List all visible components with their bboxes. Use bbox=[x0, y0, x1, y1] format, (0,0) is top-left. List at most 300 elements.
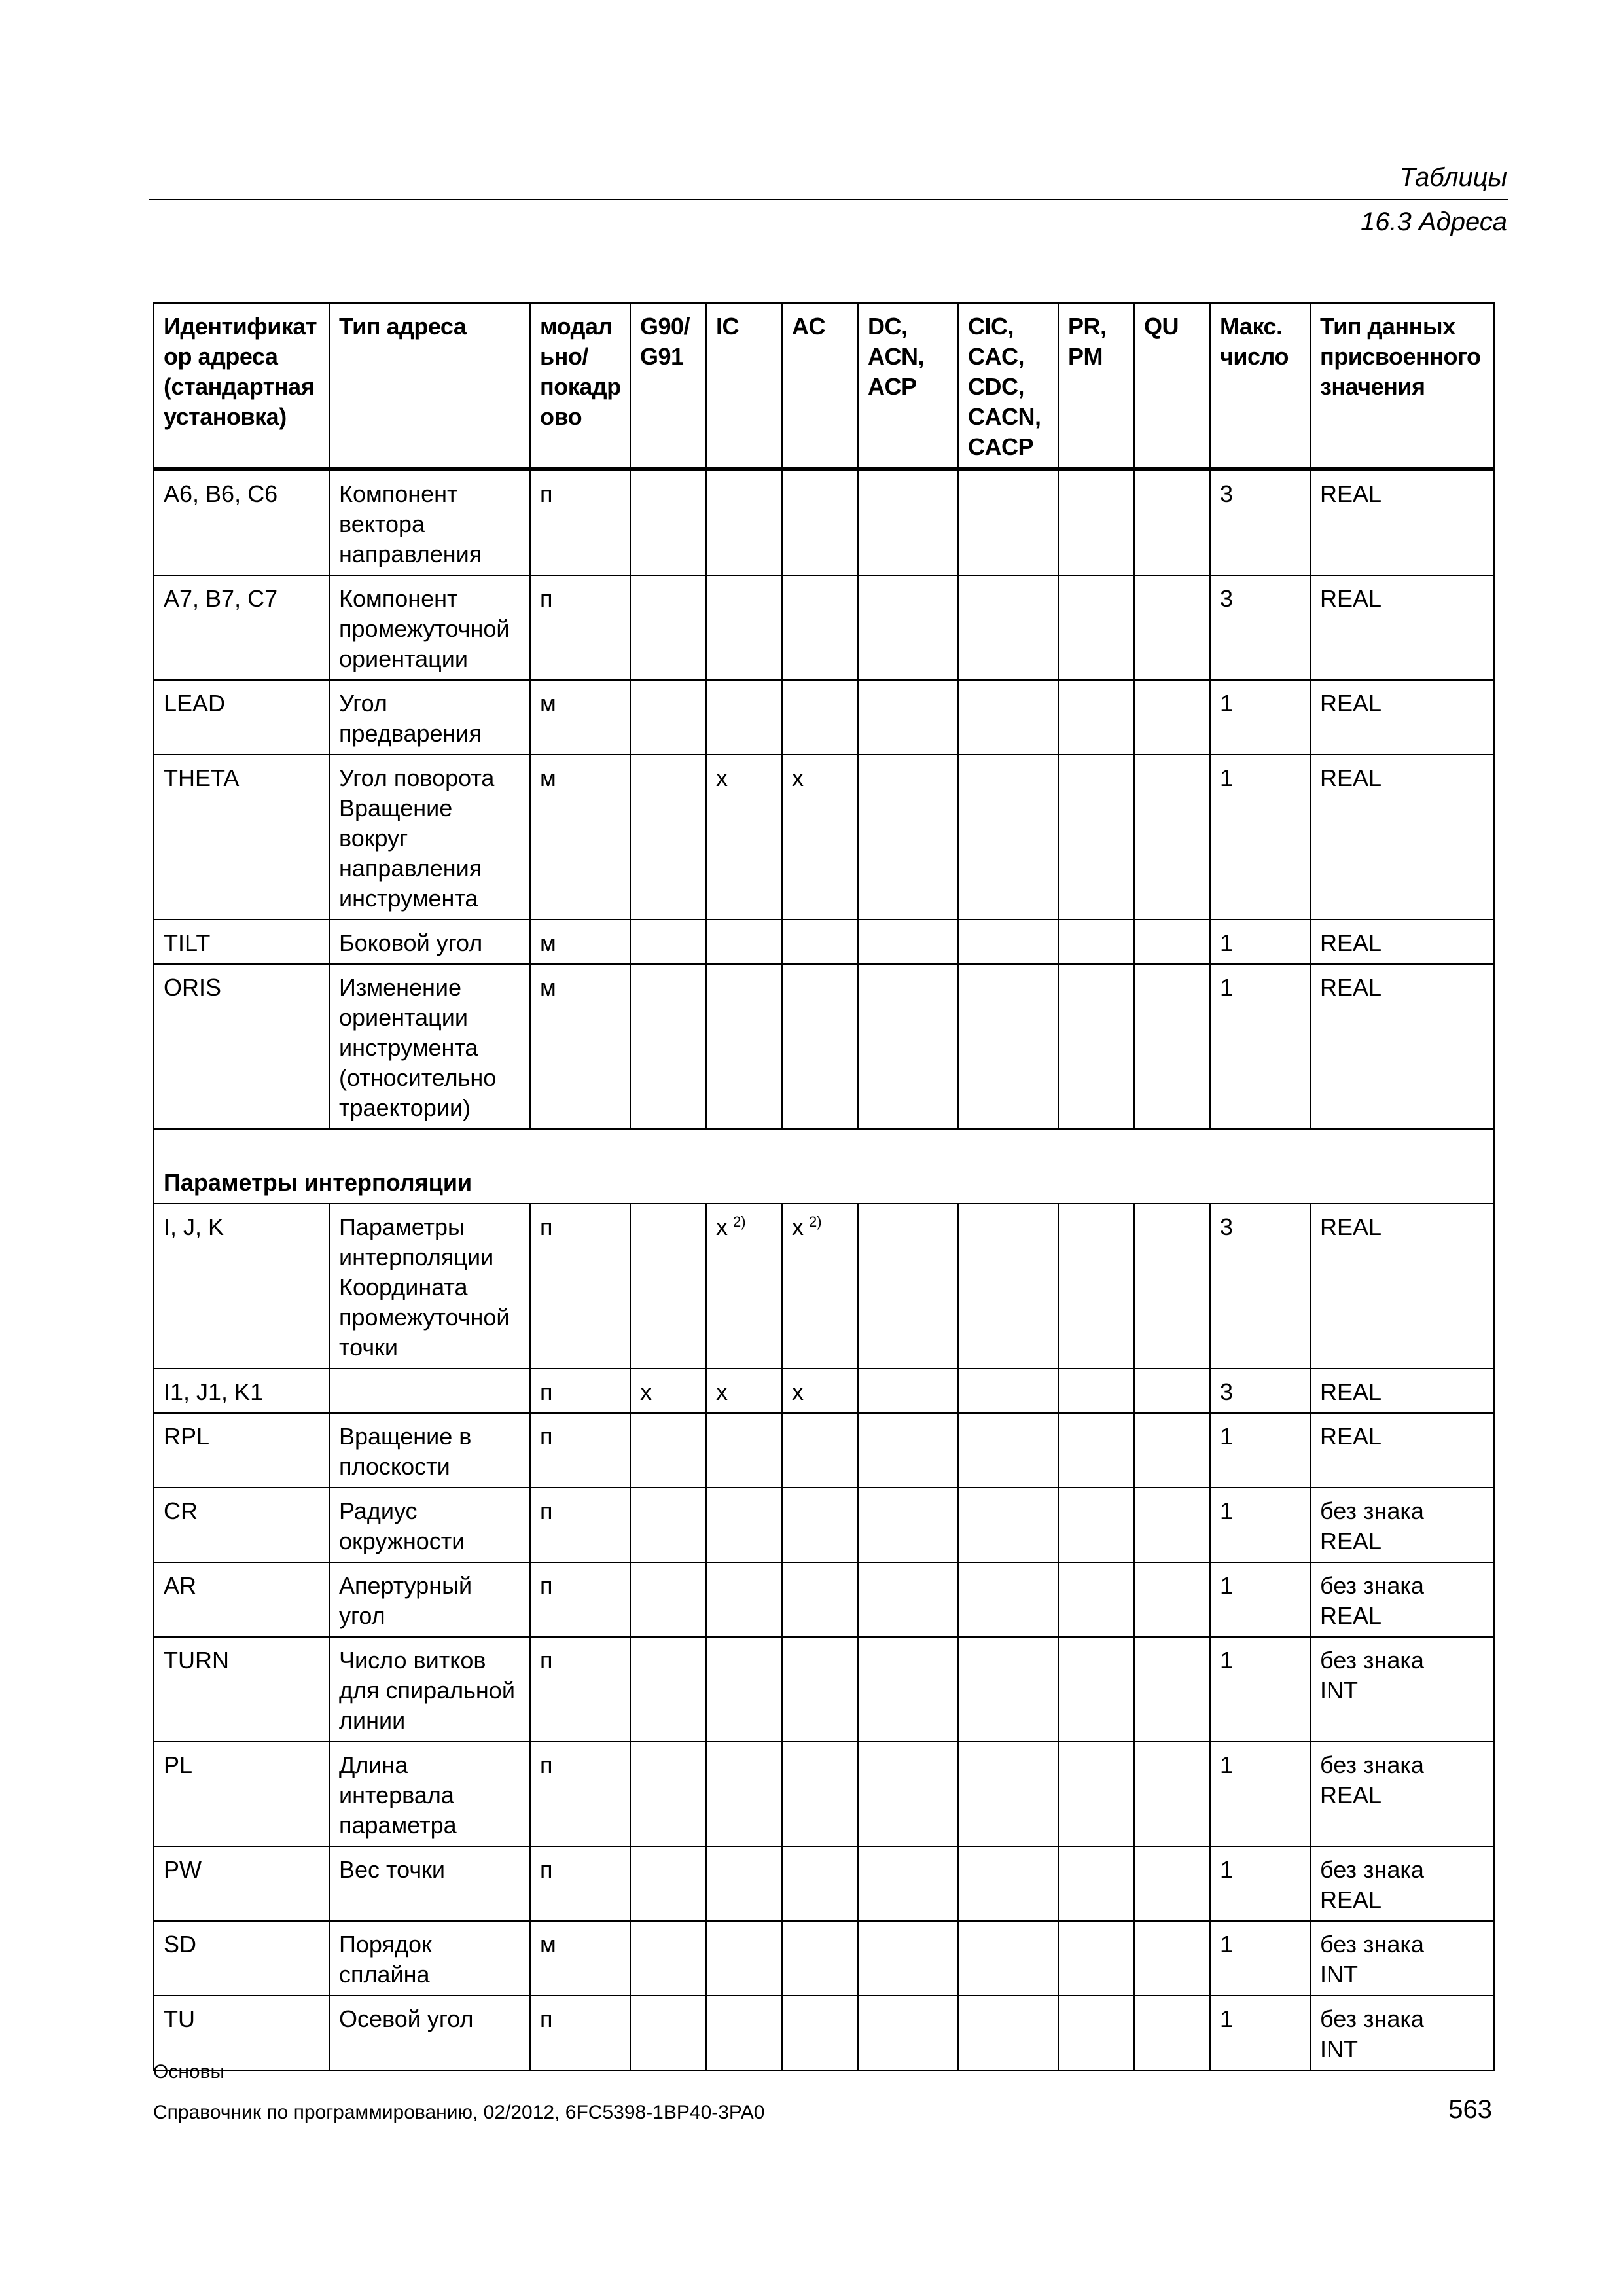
cell-data-type bbox=[1310, 469, 1494, 575]
cell-data-type bbox=[1310, 1204, 1494, 1369]
cell-g90-g91 bbox=[630, 1488, 706, 1562]
cell-ic bbox=[706, 1562, 782, 1637]
cell-g90-g91 bbox=[630, 1204, 706, 1369]
cell-address-id bbox=[154, 1846, 329, 1921]
cell-pr-pm bbox=[1058, 1204, 1134, 1369]
cell-address-type bbox=[329, 1996, 530, 2070]
cell-data-type-text: REAL bbox=[1320, 929, 1382, 956]
cell-g90-g91 bbox=[630, 1846, 706, 1921]
cell-pr-pm bbox=[1058, 575, 1134, 680]
cell-data-type-text: REAL bbox=[1320, 690, 1382, 717]
cell-address-id-text: CR bbox=[164, 1498, 198, 1524]
table-section bbox=[154, 1129, 1494, 1204]
cell-modal-text: п bbox=[540, 1213, 553, 1240]
cell-address-type-text: Порядок сплайна bbox=[339, 1931, 432, 1988]
cell-modal bbox=[530, 680, 630, 755]
cell-dc bbox=[858, 680, 958, 755]
cell-max bbox=[1210, 964, 1310, 1129]
cell-modal bbox=[530, 469, 630, 575]
section-label: Параметры интерполяции bbox=[154, 1129, 1494, 1204]
cell-modal bbox=[530, 1742, 630, 1846]
col-header-ic: IC bbox=[706, 303, 782, 469]
cell-g90-g91 bbox=[630, 755, 706, 920]
cell-modal bbox=[530, 1921, 630, 1996]
cell-max-text: 1 bbox=[1220, 764, 1234, 791]
cell-address-id bbox=[154, 1413, 329, 1488]
cell-modal-text: п bbox=[540, 585, 553, 612]
cell-max bbox=[1210, 1413, 1310, 1488]
cell-max bbox=[1210, 1637, 1310, 1742]
table-row bbox=[154, 1369, 1494, 1413]
cell-max-text: 1 bbox=[1220, 1856, 1234, 1883]
cell-ac-text: x bbox=[792, 764, 804, 791]
cell-max-text: 1 bbox=[1220, 1931, 1234, 1958]
cell-address-id-text: AR bbox=[164, 1572, 197, 1599]
table-row bbox=[154, 1413, 1494, 1488]
cell-ac bbox=[782, 1921, 858, 1996]
cell-address-id bbox=[154, 1637, 329, 1742]
col-header-qu: QU bbox=[1134, 303, 1210, 469]
cell-qu bbox=[1134, 1846, 1210, 1921]
cell-address-id-text: RPL bbox=[164, 1423, 210, 1450]
cell-modal bbox=[530, 964, 630, 1129]
cell-ac bbox=[782, 1637, 858, 1742]
cell-address-type bbox=[329, 1637, 530, 1742]
cell-max-text: 1 bbox=[1220, 929, 1234, 956]
cell-dc bbox=[858, 964, 958, 1129]
header-subtitle: 16.3 Адреса bbox=[1360, 207, 1507, 236]
col-header-address-type: Тип адреса bbox=[329, 303, 530, 469]
col-header-cic: CIC, CAC, CDC, CACN, CACP bbox=[958, 303, 1058, 469]
cell-ac bbox=[782, 1488, 858, 1562]
cell-g90-g91 bbox=[630, 1413, 706, 1488]
cell-modal-text: п bbox=[540, 1572, 553, 1599]
cell-cic bbox=[958, 1637, 1058, 1742]
cell-address-type bbox=[329, 755, 530, 920]
cell-dc bbox=[858, 1413, 958, 1488]
cell-max bbox=[1210, 1562, 1310, 1637]
header-title: Таблицы bbox=[1399, 163, 1507, 192]
cell-address-id-text: TURN bbox=[164, 1647, 229, 1674]
cell-address-type-text: Компонент промежуточной ориентации bbox=[339, 585, 510, 672]
cell-modal-text: п bbox=[540, 1378, 553, 1405]
address-table bbox=[153, 302, 1495, 2071]
cell-pr-pm bbox=[1058, 1413, 1134, 1488]
cell-modal-text: п bbox=[540, 480, 553, 507]
cell-address-id-text: LEAD bbox=[164, 690, 226, 717]
cell-address-type bbox=[329, 680, 530, 755]
table-body-top bbox=[154, 469, 1494, 1129]
cell-g90-g91 bbox=[630, 1562, 706, 1637]
section-row bbox=[154, 1129, 1494, 1204]
cell-qu bbox=[1134, 964, 1210, 1129]
cell-modal-text: п bbox=[540, 1647, 553, 1674]
cell-dc bbox=[858, 575, 958, 680]
cell-cic bbox=[958, 1369, 1058, 1413]
cell-max-text: 3 bbox=[1220, 585, 1234, 612]
cell-modal-text: п bbox=[540, 1498, 553, 1524]
table-row bbox=[154, 469, 1494, 575]
cell-data-type-text: REAL bbox=[1320, 480, 1382, 507]
cell-qu bbox=[1134, 755, 1210, 920]
cell-ac bbox=[782, 920, 858, 964]
cell-dc bbox=[858, 469, 958, 575]
cell-ic bbox=[706, 1488, 782, 1562]
cell-ic bbox=[706, 1637, 782, 1742]
cell-pr-pm bbox=[1058, 1996, 1134, 2070]
cell-qu bbox=[1134, 469, 1210, 575]
footer-label: Основы bbox=[153, 2061, 225, 2083]
cell-pr-pm bbox=[1058, 680, 1134, 755]
cell-address-type bbox=[329, 1562, 530, 1637]
cell-modal-text: п bbox=[540, 1423, 553, 1450]
cell-max bbox=[1210, 1996, 1310, 2070]
cell-max-text: 1 bbox=[1220, 1572, 1234, 1599]
cell-address-type bbox=[329, 1369, 530, 1413]
cell-pr-pm bbox=[1058, 1846, 1134, 1921]
page-number: 563 bbox=[1448, 2095, 1492, 2124]
cell-modal bbox=[530, 920, 630, 964]
cell-pr-pm bbox=[1058, 1742, 1134, 1846]
cell-data-type-text: REAL bbox=[1320, 1213, 1382, 1240]
table-row bbox=[154, 920, 1494, 964]
cell-data-type bbox=[1310, 1921, 1494, 1996]
cell-ac bbox=[782, 964, 858, 1129]
cell-data-type-text: без знака REAL bbox=[1320, 1751, 1424, 1808]
cell-address-type bbox=[329, 1846, 530, 1921]
cell-modal bbox=[530, 755, 630, 920]
cell-data-type bbox=[1310, 964, 1494, 1129]
cell-max-text: 1 bbox=[1220, 1647, 1234, 1674]
cell-dc bbox=[858, 1562, 958, 1637]
cell-qu bbox=[1134, 1369, 1210, 1413]
cell-data-type bbox=[1310, 680, 1494, 755]
cell-dc bbox=[858, 1637, 958, 1742]
cell-ac bbox=[782, 1562, 858, 1637]
cell-ic-text: x bbox=[716, 1213, 728, 1240]
table-row bbox=[154, 1846, 1494, 1921]
cell-address-type-text: Изменение ориентации инструмента (относительно траектории) bbox=[339, 974, 497, 1121]
cell-ic bbox=[706, 1996, 782, 2070]
cell-address-type bbox=[329, 575, 530, 680]
cell-modal bbox=[530, 575, 630, 680]
cell-modal-text: м bbox=[540, 764, 556, 791]
cell-address-id-text: A7, B7, C7 bbox=[164, 585, 278, 612]
cell-qu bbox=[1134, 1637, 1210, 1742]
cell-address-id bbox=[154, 755, 329, 920]
cell-max bbox=[1210, 1742, 1310, 1846]
cell-data-type bbox=[1310, 1996, 1494, 2070]
cell-address-id-text: ORIS bbox=[164, 974, 222, 1001]
col-header-modal: модал ьно/ покадр ово bbox=[530, 303, 630, 469]
cell-g90-g91 bbox=[630, 1369, 706, 1413]
col-header-max: Макс. число bbox=[1210, 303, 1310, 469]
cell-modal bbox=[530, 1413, 630, 1488]
cell-data-type-text: без знака INT bbox=[1320, 2005, 1424, 2062]
cell-address-id bbox=[154, 1369, 329, 1413]
cell-data-type bbox=[1310, 920, 1494, 964]
cell-ic bbox=[706, 1742, 782, 1846]
cell-pr-pm bbox=[1058, 920, 1134, 964]
cell-ac bbox=[782, 1996, 858, 2070]
cell-max-text: 1 bbox=[1220, 690, 1234, 717]
cell-ac bbox=[782, 1369, 858, 1413]
cell-ac bbox=[782, 575, 858, 680]
cell-dc bbox=[858, 1742, 958, 1846]
cell-max-text: 1 bbox=[1220, 974, 1234, 1001]
cell-qu bbox=[1134, 1742, 1210, 1846]
cell-qu bbox=[1134, 575, 1210, 680]
cell-g90-g91 bbox=[630, 1742, 706, 1846]
cell-g90-g91-text: x bbox=[640, 1378, 652, 1405]
cell-ic bbox=[706, 1413, 782, 1488]
cell-ac-text: x bbox=[792, 1213, 804, 1240]
cell-cic bbox=[958, 575, 1058, 680]
cell-modal-text: п bbox=[540, 1856, 553, 1883]
cell-ic-text: x bbox=[716, 1378, 728, 1405]
cell-ic bbox=[706, 575, 782, 680]
cell-data-type bbox=[1310, 1488, 1494, 1562]
cell-pr-pm bbox=[1058, 1637, 1134, 1742]
cell-address-id-text: SD bbox=[164, 1931, 197, 1958]
cell-g90-g91 bbox=[630, 575, 706, 680]
cell-dc bbox=[858, 1488, 958, 1562]
cell-qu bbox=[1134, 680, 1210, 755]
cell-dc bbox=[858, 920, 958, 964]
cell-ic bbox=[706, 920, 782, 964]
table-row bbox=[154, 1562, 1494, 1637]
table-row bbox=[154, 1996, 1494, 2070]
cell-data-type bbox=[1310, 1562, 1494, 1637]
table-row bbox=[154, 575, 1494, 680]
cell-dc bbox=[858, 1204, 958, 1369]
cell-dc bbox=[858, 1846, 958, 1921]
cell-max bbox=[1210, 755, 1310, 920]
cell-data-type-text: без знака INT bbox=[1320, 1931, 1424, 1988]
cell-ac bbox=[782, 1204, 858, 1369]
col-header-ac: AC bbox=[782, 303, 858, 469]
cell-cic bbox=[958, 1996, 1058, 2070]
cell-address-type bbox=[329, 1488, 530, 1562]
cell-address-id-text: TILT bbox=[164, 929, 211, 956]
cell-modal-text: м bbox=[540, 974, 556, 1001]
footer-manual: Справочник по программированию, 02/2012, 6FC5398-1BP40-3PA0 bbox=[153, 2102, 765, 2123]
cell-address-id bbox=[154, 1742, 329, 1846]
cell-address-id-text: TU bbox=[164, 2005, 195, 2032]
cell-pr-pm bbox=[1058, 1562, 1134, 1637]
cell-max-text: 3 bbox=[1220, 480, 1234, 507]
cell-address-id-text: THETA bbox=[164, 764, 240, 791]
cell-address-id bbox=[154, 1562, 329, 1637]
cell-g90-g91 bbox=[630, 1996, 706, 2070]
table-row bbox=[154, 1742, 1494, 1846]
cell-pr-pm bbox=[1058, 469, 1134, 575]
cell-address-id bbox=[154, 575, 329, 680]
cell-data-type-text: REAL bbox=[1320, 585, 1382, 612]
cell-max bbox=[1210, 1488, 1310, 1562]
table-row bbox=[154, 1204, 1494, 1369]
cell-address-id bbox=[154, 1204, 329, 1369]
cell-max bbox=[1210, 680, 1310, 755]
cell-address-type-text: Апертурный угол bbox=[339, 1572, 473, 1629]
cell-qu bbox=[1134, 920, 1210, 964]
cell-max bbox=[1210, 1921, 1310, 1996]
cell-ic bbox=[706, 1204, 782, 1369]
cell-cic bbox=[958, 1921, 1058, 1996]
cell-address-id bbox=[154, 1921, 329, 1996]
cell-modal-text: м bbox=[540, 1931, 556, 1958]
cell-modal-text: м bbox=[540, 929, 556, 956]
cell-modal bbox=[530, 1637, 630, 1742]
cell-data-type-text: без знака REAL bbox=[1320, 1498, 1424, 1554]
cell-qu bbox=[1134, 1488, 1210, 1562]
cell-address-type-text: Компонент вектора направления bbox=[339, 480, 482, 567]
cell-data-type bbox=[1310, 1369, 1494, 1413]
header-rule bbox=[149, 199, 1508, 200]
cell-address-type-text: Число витков для спиральной линии bbox=[339, 1647, 515, 1734]
cell-pr-pm bbox=[1058, 755, 1134, 920]
cell-max-text: 1 bbox=[1220, 2005, 1234, 2032]
cell-qu bbox=[1134, 1921, 1210, 1996]
col-header-data-type: Тип данных присвоенного значения bbox=[1310, 303, 1494, 469]
cell-address-id bbox=[154, 964, 329, 1129]
cell-address-type bbox=[329, 964, 530, 1129]
cell-ac bbox=[782, 1413, 858, 1488]
cell-max-text: 3 bbox=[1220, 1213, 1234, 1240]
cell-address-type-text: Угол предварения bbox=[339, 690, 482, 747]
cell-ac bbox=[782, 755, 858, 920]
cell-ic-text: x bbox=[716, 764, 728, 791]
table-row bbox=[154, 964, 1494, 1129]
cell-address-type-text: Вес точки bbox=[339, 1856, 445, 1883]
cell-address-type-text: Параметры интерполяции Координата промежуточной точки bbox=[339, 1213, 510, 1361]
table-body-bottom bbox=[154, 1204, 1494, 2070]
cell-modal bbox=[530, 1488, 630, 1562]
table-row bbox=[154, 1637, 1494, 1742]
cell-ac bbox=[782, 1742, 858, 1846]
cell-address-type bbox=[329, 1742, 530, 1846]
cell-pr-pm bbox=[1058, 964, 1134, 1129]
cell-cic bbox=[958, 1413, 1058, 1488]
cell-address-type bbox=[329, 1413, 530, 1488]
cell-address-type-text: Боковой угол bbox=[339, 929, 483, 956]
cell-address-id bbox=[154, 920, 329, 964]
cell-cic bbox=[958, 755, 1058, 920]
col-header-address-id: Идентификат ор адреса (стандартная установка) bbox=[154, 303, 329, 469]
col-header-g90-g91: G90/ G91 bbox=[630, 303, 706, 469]
cell-data-type bbox=[1310, 1846, 1494, 1921]
cell-address-id bbox=[154, 1488, 329, 1562]
col-header-pr-pm: PR, PM bbox=[1058, 303, 1134, 469]
footnote-ref: 2) bbox=[809, 1213, 822, 1230]
cell-modal-text: м bbox=[540, 690, 556, 717]
cell-max bbox=[1210, 920, 1310, 964]
cell-address-id bbox=[154, 680, 329, 755]
cell-data-type bbox=[1310, 1742, 1494, 1846]
cell-data-type bbox=[1310, 1413, 1494, 1488]
cell-cic bbox=[958, 680, 1058, 755]
cell-address-type-text: Длина интервала параметра bbox=[339, 1751, 457, 1839]
table-row bbox=[154, 680, 1494, 755]
cell-modal bbox=[530, 1369, 630, 1413]
table-row bbox=[154, 755, 1494, 920]
cell-address-id-text: PW bbox=[164, 1856, 202, 1883]
cell-max bbox=[1210, 469, 1310, 575]
cell-max-text: 1 bbox=[1220, 1751, 1234, 1778]
cell-max bbox=[1210, 575, 1310, 680]
cell-data-type-text: без знака INT bbox=[1320, 1647, 1424, 1704]
cell-modal bbox=[530, 1996, 630, 2070]
cell-data-type-text: REAL bbox=[1320, 1378, 1382, 1405]
cell-g90-g91 bbox=[630, 1637, 706, 1742]
cell-address-type-text: Угол поворота Вращение вокруг направления инструмента bbox=[339, 764, 495, 912]
cell-qu bbox=[1134, 1204, 1210, 1369]
cell-ic bbox=[706, 469, 782, 575]
cell-max bbox=[1210, 1369, 1310, 1413]
cell-pr-pm bbox=[1058, 1488, 1134, 1562]
cell-cic bbox=[958, 1562, 1058, 1637]
footnote-ref: 2) bbox=[733, 1213, 746, 1230]
cell-data-type bbox=[1310, 1637, 1494, 1742]
cell-g90-g91 bbox=[630, 469, 706, 575]
cell-qu bbox=[1134, 1562, 1210, 1637]
table-row bbox=[154, 1488, 1494, 1562]
cell-qu bbox=[1134, 1413, 1210, 1488]
cell-address-type bbox=[329, 1204, 530, 1369]
cell-cic bbox=[958, 920, 1058, 964]
cell-ic bbox=[706, 680, 782, 755]
cell-cic bbox=[958, 1204, 1058, 1369]
cell-dc bbox=[858, 755, 958, 920]
cell-pr-pm bbox=[1058, 1921, 1134, 1996]
cell-address-type-text: Радиус окружности bbox=[339, 1498, 465, 1554]
cell-data-type-text: REAL bbox=[1320, 764, 1382, 791]
cell-max-text: 1 bbox=[1220, 1423, 1234, 1450]
cell-cic bbox=[958, 964, 1058, 1129]
cell-dc bbox=[858, 1996, 958, 2070]
cell-dc bbox=[858, 1921, 958, 1996]
cell-ac bbox=[782, 680, 858, 755]
cell-data-type bbox=[1310, 755, 1494, 920]
cell-ic bbox=[706, 1369, 782, 1413]
cell-g90-g91 bbox=[630, 1921, 706, 1996]
cell-ic bbox=[706, 755, 782, 920]
col-header-dc: DC, ACN, ACP bbox=[858, 303, 958, 469]
cell-ic bbox=[706, 964, 782, 1129]
cell-data-type bbox=[1310, 575, 1494, 680]
cell-ac-text: x bbox=[792, 1378, 804, 1405]
cell-max-text: 1 bbox=[1220, 1498, 1234, 1524]
cell-cic bbox=[958, 1846, 1058, 1921]
cell-modal bbox=[530, 1562, 630, 1637]
cell-address-id-text: A6, B6, C6 bbox=[164, 480, 278, 507]
cell-g90-g91 bbox=[630, 680, 706, 755]
cell-data-type-text: REAL bbox=[1320, 974, 1382, 1001]
cell-max-text: 3 bbox=[1220, 1378, 1234, 1405]
cell-qu bbox=[1134, 1996, 1210, 2070]
cell-modal bbox=[530, 1204, 630, 1369]
cell-ic bbox=[706, 1846, 782, 1921]
cell-data-type-text: без знака REAL bbox=[1320, 1856, 1424, 1913]
cell-data-type-text: без знака REAL bbox=[1320, 1572, 1424, 1629]
cell-modal-text: п bbox=[540, 1751, 553, 1778]
cell-ac bbox=[782, 469, 858, 575]
cell-cic bbox=[958, 469, 1058, 575]
cell-address-id-text: PL bbox=[164, 1751, 193, 1778]
cell-ic bbox=[706, 1921, 782, 1996]
cell-address-id-text: I, J, K bbox=[164, 1213, 224, 1240]
cell-dc bbox=[858, 1369, 958, 1413]
